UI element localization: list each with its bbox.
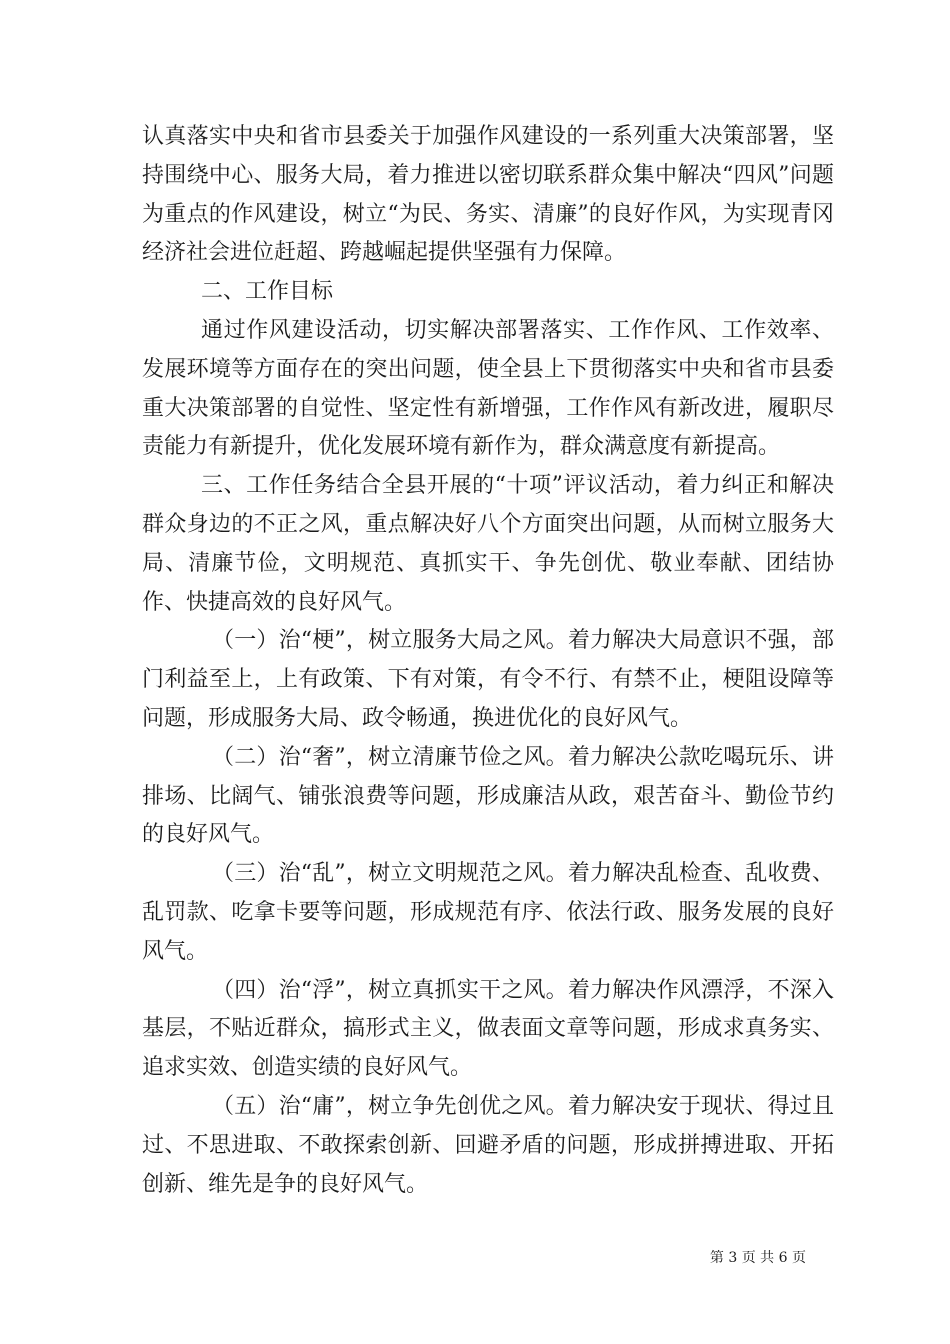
paragraph-task-5: （五）治“庸”，树立争先创优之风。着力解决安于现状、得过且过、不思进取、不敢探索创新、回避矛盾的问题，形成拼搏进取、开拓创新、维先是争的良好风气。 (142, 1093, 834, 1197)
paragraph-task-4: （四）治“浮”，树立真抓实干之风。着力解决作风漂浮，不深入基层，不贴近群众，搞形式主义，做表面文章等问题，形成求真务实、追求实效、创造实绩的良好风气。 (142, 977, 834, 1081)
paragraph-task-3: （三）治“乱”，树立文明规范之风。着力解决乱检查、乱收费、乱罚款、吃拿卡要等问题，形成规范有序、依法行政、服务发展的良好风气。 (142, 861, 834, 964)
page-number: 第 3 页 共 6 页 (709, 1250, 806, 1266)
paragraph-task-1: （一）治“梗”，树立服务大局之风。着力解决大局意识不强，部门利益至上，上有政策、下有对策，有令不行、有禁不止，梗阻设障等问题，形成服务大局、政令畅通，换进优化的良好风气。 (142, 628, 834, 731)
paragraph-intro-continuation: 认真落实中央和省市县委关于加强作风建设的一系列重大决策部署，坚持围绕中心、服务大局，着力推进以密切联系群众集中解决“四风”问题为重点的作风建设，树立“为民、务实、清廉”的良好作风，为实现青冈经济社会进位赶超、跨越崛起提供坚强有力保障。 (142, 124, 834, 266)
paragraph-work-tasks: 三、工作任务结合全县开展的“十项”评议活动，着力纠正和解决群众身边的不正之风，重点解决好八个方面突出问题，从而树立服务大局、清廉节俭，文明规范、真抓实干、争先创优、敬业奉献、团结协作、快捷高效的良好风气。 (142, 473, 834, 615)
document-body (142, 118, 834, 1204)
paragraph-work-goals: 通过作风建设活动，切实解决部署落实、工作作风、工作效率、发展环境等方面存在的突出问题，使全县上下贯彻落实中央和省市县委重大决策部署的自觉性、坚定性有新增强，工作作风有新改进，履职尽责能力有新提升，优化发展环境有新作为，群众满意度有新提高。 (142, 317, 834, 460)
heading-work-goals: 二、工作目标 (201, 279, 334, 305)
paragraph-task-2: （二）治“奢”，树立清廉节俭之风。着力解决公款吃喝玩乐、讲排场、比阔气、铺张浪费等问题，形成廉洁从政，艰苦奋斗、勤俭节约的良好风气。 (142, 744, 834, 848)
